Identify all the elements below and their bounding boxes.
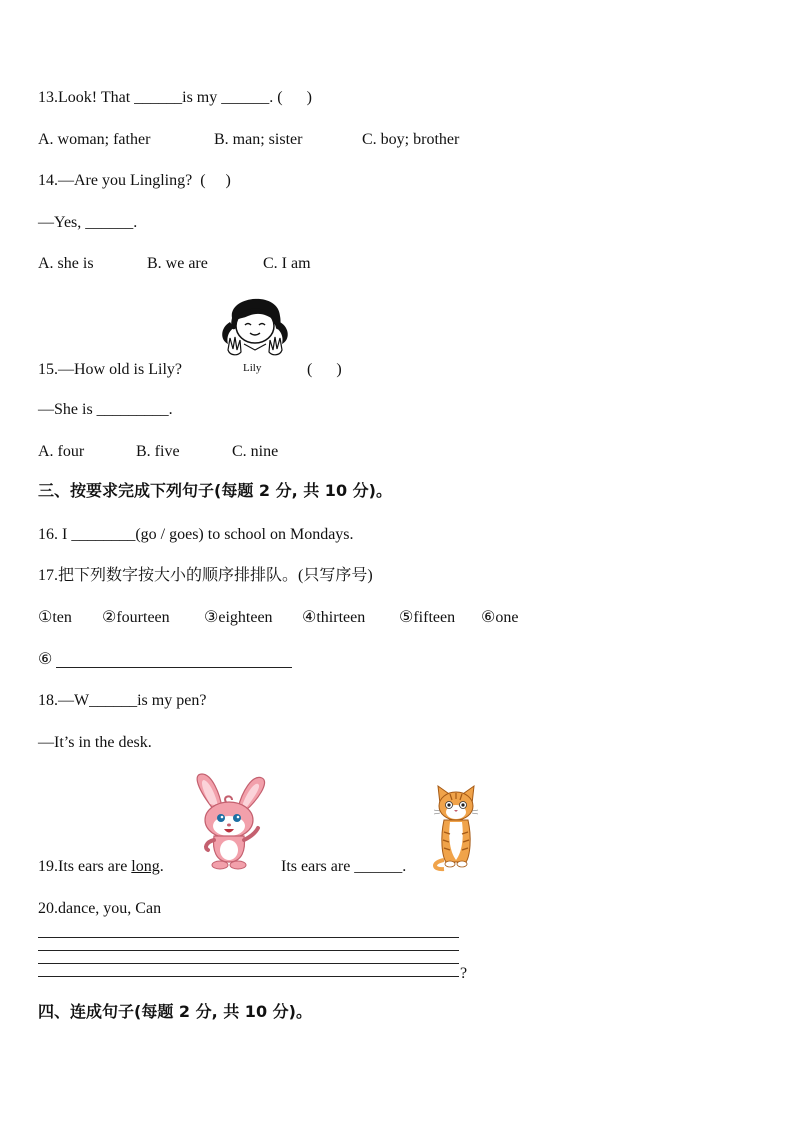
q15-stem: 15.—How old is Lily? <box>38 361 182 378</box>
q14-option-b: B. we are <box>147 255 208 272</box>
q15-option-b: B. five <box>136 443 180 460</box>
rabbit-illustration <box>188 770 268 872</box>
q17-item-6: ⑥one <box>481 609 519 626</box>
q15-option-a: A. four <box>38 443 85 460</box>
q17-item-3: ③eighteen <box>204 609 273 626</box>
q20-writing-line-3[interactable] <box>38 963 459 964</box>
q16-stem: 16. I ________(go / goes) to school on Mondays. <box>38 526 354 543</box>
q14-answer-line: —Yes, ______. <box>38 214 138 231</box>
q17-stem: 17.把下列数字按大小的顺序排排队。(只写序号) <box>38 567 373 584</box>
q20-writing-line-4[interactable] <box>38 976 459 977</box>
q20-question-mark: ? <box>460 965 468 982</box>
q17-item-5: ⑤fifteen <box>399 609 456 626</box>
q15-option-c: C. nine <box>232 443 279 460</box>
q17-item-2: ②fourteen <box>102 609 170 626</box>
q18-stem: 18.—W______is my pen? <box>38 692 207 709</box>
cat-illustration <box>430 782 482 872</box>
q17-item-4: ④thirteen <box>302 609 366 626</box>
q14-option-c: C. I am <box>263 255 311 272</box>
q20-writing-line-1[interactable] <box>38 937 459 938</box>
q13-option-c: C. boy; brother <box>362 131 460 148</box>
q19-suffix: . <box>159 858 164 875</box>
q17-answer-blank[interactable] <box>56 667 292 668</box>
q14-stem: 14.—Are you Lingling? ( ) <box>38 172 231 189</box>
q15-answer-line: —She is _________. <box>38 401 173 418</box>
q13-stem: 13.Look! That ______is my ______. ( ) <box>38 89 312 106</box>
q19-first-sentence <box>38 857 164 877</box>
q19-prefix: 19.Its ears are <box>38 858 132 875</box>
q17-item-1: ①ten <box>38 609 72 626</box>
q18-reply: —It’s in the desk. <box>38 734 152 751</box>
section-3-heading: 三、按要求完成下列句子(每题 2 分, 共 10 分)。 <box>38 481 392 500</box>
q19-second-sentence: Its ears are ______. <box>281 858 407 875</box>
lily-girl-illustration <box>218 288 292 366</box>
q17-answer-prefix: ⑥ <box>38 651 53 668</box>
q19-underlined-word: long <box>131 858 160 875</box>
q20-writing-line-2[interactable] <box>38 950 459 951</box>
q14-option-a: A. she is <box>38 255 94 272</box>
lily-caption: Lily <box>243 362 262 374</box>
q20-stem: 20.dance, you, Can <box>38 900 162 917</box>
q15-paren: ( ) <box>307 361 342 378</box>
q13-option-b: B. man; sister <box>214 131 303 148</box>
q13-option-a: A. woman; father <box>38 131 151 148</box>
section-4-heading: 四、连成句子(每题 2 分, 共 10 分)。 <box>38 1002 312 1021</box>
